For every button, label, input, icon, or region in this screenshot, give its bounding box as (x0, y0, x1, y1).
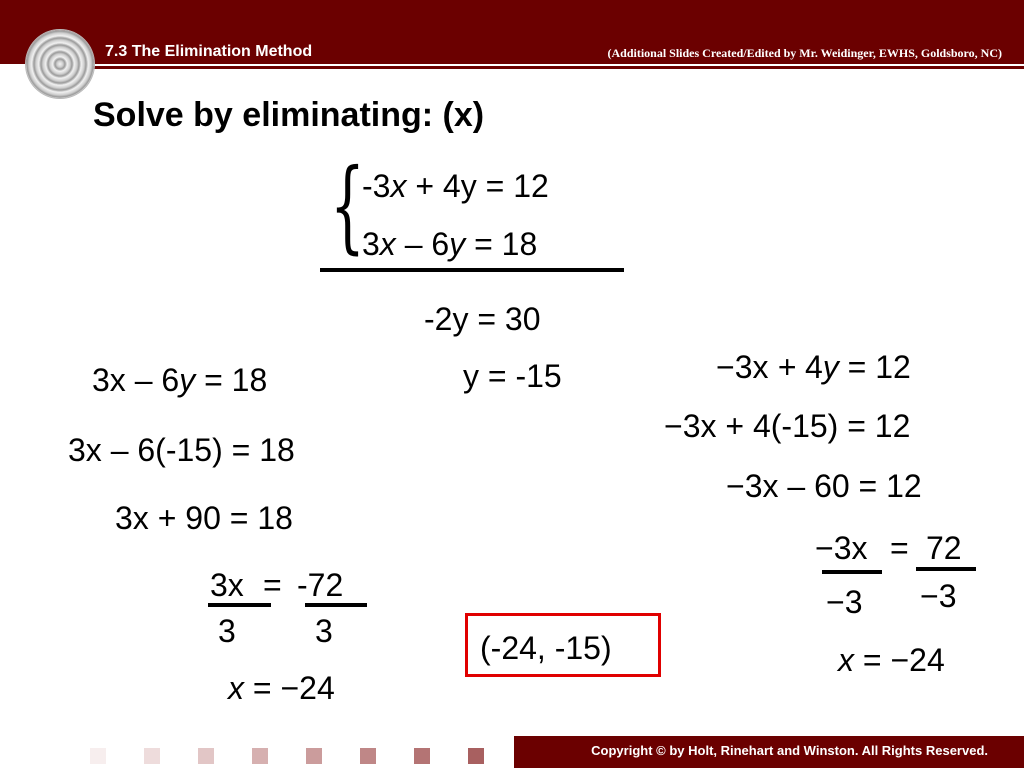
footer-square-2 (144, 748, 160, 764)
footer-square-4 (252, 748, 268, 764)
header-rule (70, 66, 1024, 69)
left-x-solution: x = −24 (228, 670, 335, 706)
footer-square-1 (90, 748, 106, 764)
right-step-4-rhs: 72 (926, 530, 962, 566)
right-divisor-2: −3 (920, 578, 957, 614)
left-step-4-eq: = (263, 567, 282, 603)
left-fraction-bar-1 (208, 603, 271, 607)
author-credit: (Additional Slides Created/Edited by Mr. Weidinger, EWHS, Goldsboro, NC) (607, 46, 1002, 60)
system-equation-1: -3x + 4y = 12 (362, 168, 549, 204)
footer-square-6 (360, 748, 376, 764)
right-fraction-bar-2 (916, 567, 976, 571)
left-step-1: 3x – 6y = 18 (92, 362, 268, 398)
copyright-text: Copyright © by Holt, Rinehart and Winston. All Rights Reserved. (591, 743, 988, 758)
footer-square-3 (198, 748, 214, 764)
left-step-3: 3x + 90 = 18 (115, 500, 293, 536)
right-step-1: −3x + 4y = 12 (716, 349, 911, 385)
footer-square-5 (306, 748, 322, 764)
left-step-4-rhs: -72 (297, 567, 344, 603)
footer-square-7 (414, 748, 430, 764)
section-title: 7.3 The Elimination Method (105, 43, 313, 60)
right-x-solution: x = −24 (838, 642, 945, 678)
left-step-4-lhs: 3x (210, 567, 244, 603)
system-equation-2: 3x – 6y = 18 (362, 226, 538, 262)
right-step-3: −3x – 60 = 12 (726, 468, 922, 504)
sum-result: -2y = 30 (424, 301, 541, 337)
footer-square-8 (468, 748, 484, 764)
right-divisor-1: −3 (826, 584, 863, 620)
left-fraction-bar-2 (305, 603, 367, 607)
sum-line (320, 268, 624, 272)
y-solution: y = -15 (463, 358, 562, 394)
left-divisor-1: 3 (218, 613, 236, 649)
system-brace-icon: { (330, 147, 365, 264)
ripple-logo-icon (26, 30, 94, 98)
left-step-2: 3x – 6(-15) = 18 (68, 432, 295, 468)
left-divisor-2: 3 (315, 613, 333, 649)
ordered-pair-answer: (-24, -15) (480, 630, 612, 666)
right-fraction-bar-1 (822, 570, 882, 574)
slide-heading: Solve by eliminating: (x) (93, 96, 485, 134)
right-step-2: −3x + 4(-15) = 12 (664, 408, 911, 444)
right-step-4-lhs: −3x (815, 530, 868, 566)
right-step-4-eq: = (890, 530, 909, 566)
